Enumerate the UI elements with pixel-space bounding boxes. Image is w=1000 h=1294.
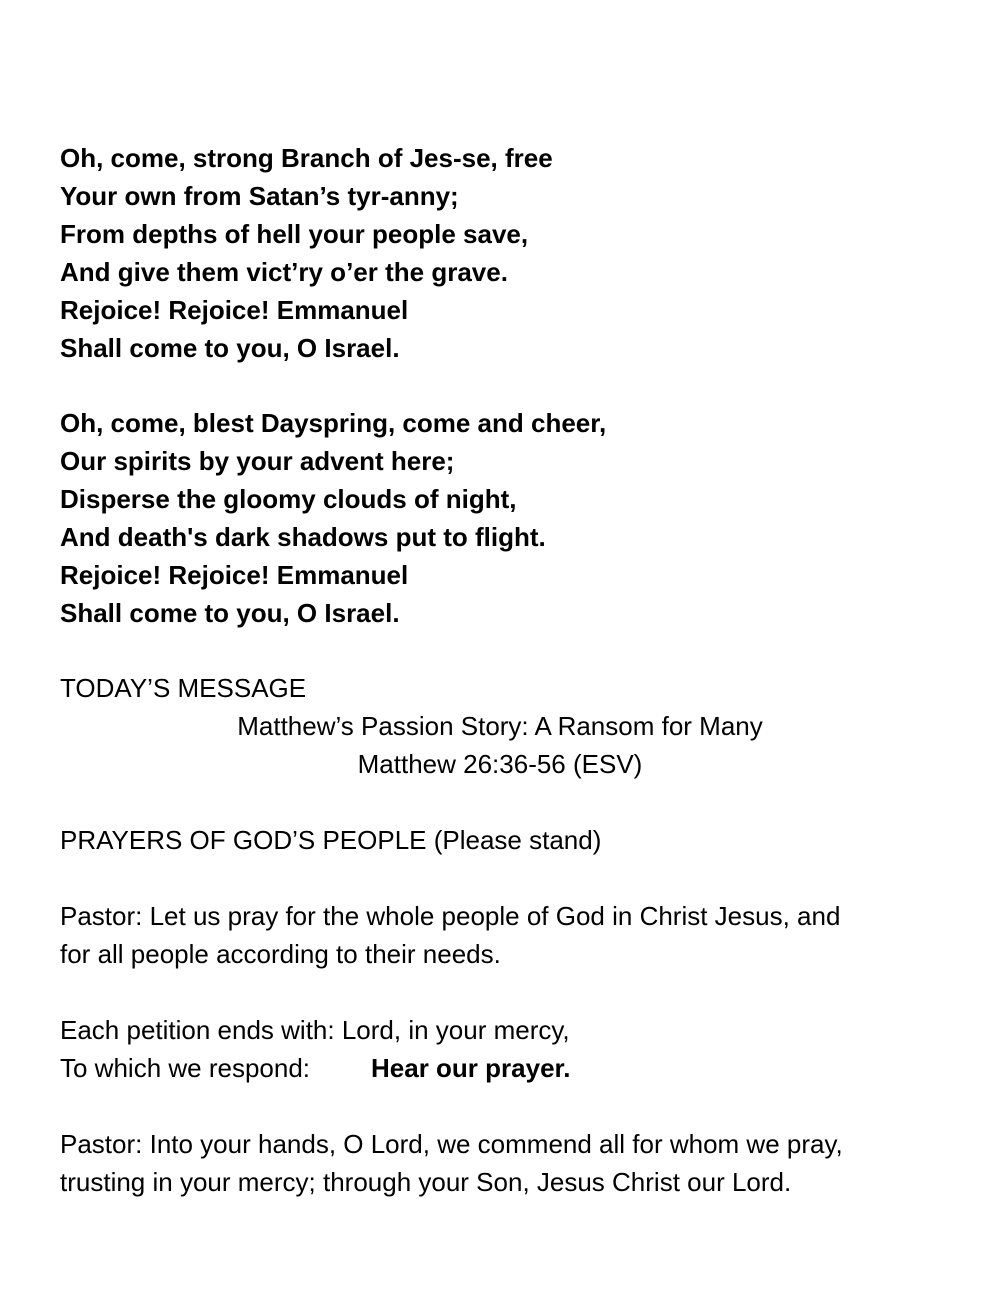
verse-line: Oh, come, blest Dayspring, come and cheer, <box>60 408 607 438</box>
message-heading: TODAY’S MESSAGE <box>60 673 307 703</box>
prayer-intro: for all people according to their needs. <box>60 939 501 969</box>
closing-prayer: Pastor: Into your hands, O Lord, we commend all for whom we pray, <box>60 1129 843 1159</box>
closing-prayer: trusting in your mercy; through your Son, Jesus Christ our Lord. <box>60 1167 792 1197</box>
verse-line: Your own from Satan’s tyr-anny; <box>60 181 459 211</box>
petition-text: Each petition ends with: Lord, in your mercy, <box>60 1015 570 1045</box>
prayers-heading: PRAYERS OF GOD’S PEOPLE (Please stand) <box>60 825 602 855</box>
verse-line: From depths of hell your people save, <box>60 219 529 249</box>
verse-line: And give them vict’ry o’er the grave. <box>60 257 508 287</box>
message-reference: Matthew 26:36-56 (ESV) <box>357 749 643 779</box>
verse-line: And death's dark shadows put to flight. <box>60 522 546 552</box>
verse-line: Shall come to you, O Israel. <box>60 598 400 628</box>
response-text: Hear our prayer. <box>371 1053 571 1083</box>
verse-line: Shall come to you, O Israel. <box>60 333 400 363</box>
message-title: Matthew’s Passion Story: A Ransom for Many <box>237 711 763 741</box>
verse-line: Our spirits by your advent here; <box>60 446 455 476</box>
verse-line: Oh, come, strong Branch of Jes-se, free <box>60 143 553 173</box>
prayer-intro: Pastor: Let us pray for the whole people of God in Christ Jesus, and <box>60 901 841 931</box>
respond-label: To which we respond: <box>60 1053 311 1083</box>
verse-line: Rejoice! Rejoice! Emmanuel <box>60 295 409 325</box>
verse-line: Disperse the gloomy clouds of night, <box>60 484 517 514</box>
verse-line: Rejoice! Rejoice! Emmanuel <box>60 560 409 590</box>
